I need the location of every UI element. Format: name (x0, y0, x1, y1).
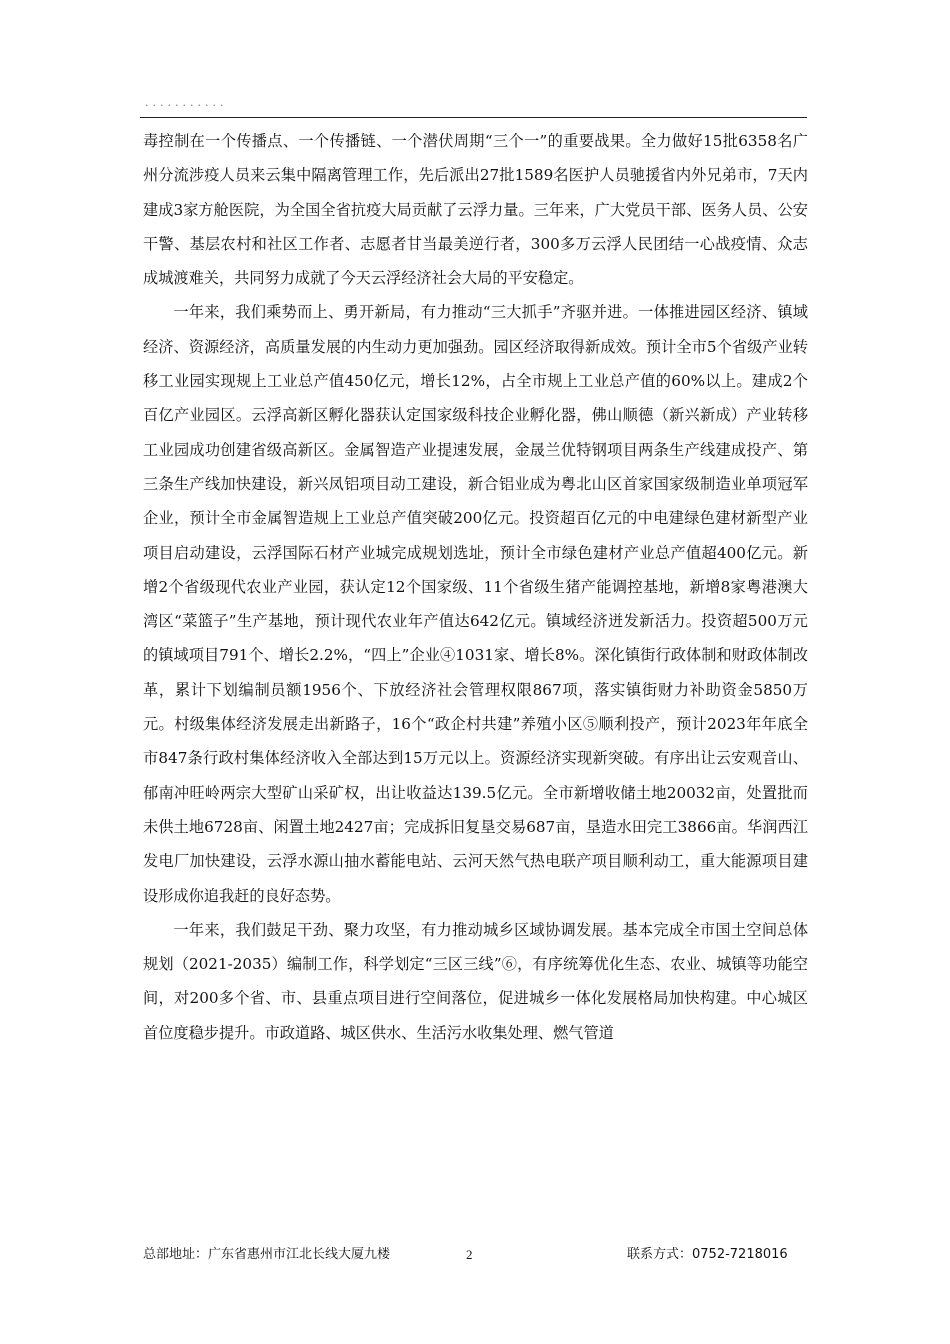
page-number: 2 (466, 1247, 473, 1262)
header-rule (140, 117, 807, 118)
paragraph-urban-rural: 一年来，我们鼓足干劲、聚力攻坚，有力推动城乡区域协调发展。基本完成全市国土空间总体规划（2021-2035）编制工作，科学划定“三区三线”⑥，有序统筹优化生态、农业、城镇等功能空间，对200多个省、市、县重点项目进行空间落位，促进城乡一体化发展格局加快构建。中心城区首位度稳步提升。市政道路、城区供水、生活污水收集处理、燃气管道 (143, 920, 808, 1042)
header-mark: ........... (145, 96, 228, 109)
paragraph-three-engines: 一年来，我们乘势而上、勇开新局，有力推动“三大抓手”齐驱并进。一体推进园区经济、镇域经济、资源经济，高质量发展的内生动力更加强劲。园区经济取得新成效。预计全市5个省级产业转移工业园实现规上工业总产值450亿元，增长12%，占全市规上工业总产值的60%以上。建成2个百亿产业园区。云浮高新区孵化器获认定国家级科技企业孵化器，佛山顺德（新兴新成）产业转移工业园成功创建省级高新区。金属智造产业提速发展，金晟兰优特钢项目两条生产线建成投产、第三条生产线加快建设，新兴凤铝项目动工建设，新合铝业成为粤北山区首家国家级制造业单项冠军企业，预计全市金属智造规上工业总产值突破200亿元。投资超百亿元的中电建绿色建材新型产业项目启动建设，云浮国际石材产业城完成规划选址，预计全市绿色建材产业总产值超400亿元。新增2个省级现代农业产业园，获认定12个国家级、11个省级生猪产能调控基地，新增8家粤港澳大湾区“菜篮子”生产基地，预计现代农业年产值达642亿元。镇域经济迸发新活力。投资超500万元的镇域项目791个、增长2.2%，“四上”企业④1031家、增长8%。深化镇街行政体制和财政体制改革，累计下划编制员额1956个、下放经济社会管理权限867项，落实镇街财力补助资金5850万元。村级集体经济发展走出新路子，16个“政企村共建”养殖小区⑤顺利投产，预计2023年年底全市847条行政村集体经济收入全部达到15万元以上。资源经济实现新突破。有序出让云安观音山、郁南冲旺岭两宗大型矿山采矿权，出让收益达139.5亿元。全市新增收储土地20032亩，处置批而未供土地6728亩、闲置土地2427亩；完成拆旧复垦交易687亩，垦造水田完工3866亩。华润西江发电厂加快建设，云浮水源山抽水蓄能电站、云河天然气热电联产项目顺利动工，重大能源项目建设形成你追我赶的良好态势。 (143, 303, 808, 905)
paragraph-continuation: 毒控制在一个传播点、一个传播链、一个潜伏周期“三个一”的重要战果。全力做好15批6358名广州分流涉疫人员来云集中隔离管理工作，先后派出27批1589名医护人员驰援省内外兄弟市，7天内建成3家方舱医院，为全国全省抗疫大局贡献了云浮力量。三年来，广大党员干部、医务人员、公安干警、基层农村和社区工作者、志愿者甘当最美逆行者，300多万云浮人民团结一心战疫情、众志成城渡难关，共同努力成就了今天云浮经济社会大局的平安稳定。 (143, 132, 808, 288)
footer-address: 总部地址：广东省惠州市江北长线大厦九楼 (143, 1247, 391, 1262)
document-body (143, 124, 808, 1050)
page-footer (0, 1245, 950, 1265)
footer-contact: 联系方式：0752-7218016 (627, 1247, 788, 1262)
